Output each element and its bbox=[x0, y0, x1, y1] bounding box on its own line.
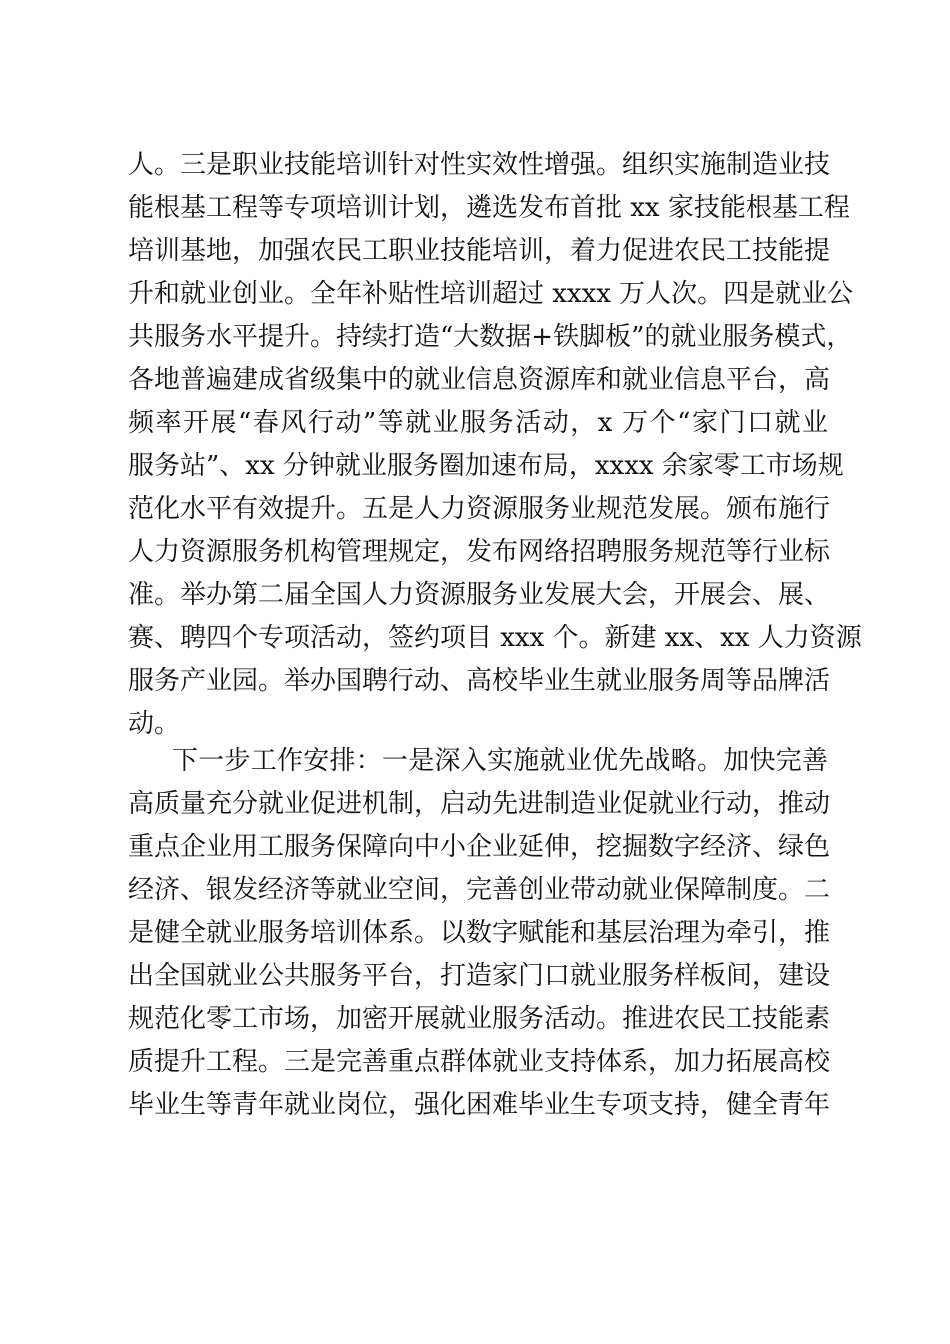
paragraph-employment-services bbox=[128, 144, 862, 746]
text-line: 服务产业园。举办国聘行动、高校毕业生就业服务周等品牌活 bbox=[128, 666, 831, 696]
text-line: 频率开展“春风行动”等就业服务活动，x 万个“家门口就业 bbox=[128, 408, 828, 438]
text-line: 经济、银发经济等就业空间，完善创业带动就业保障制度。二 bbox=[128, 875, 831, 905]
text-line: 规范化零工市场，加密开展就业服务活动。推进农民工技能素 bbox=[128, 1004, 831, 1034]
text-line: 毕业生等青年就业岗位，强化困难毕业生专项支持，健全青年 bbox=[128, 1090, 831, 1120]
text-line: 人。三是职业技能培训针对性实效性增强。组织实施制造业技 bbox=[128, 150, 831, 180]
text-line: 重点企业用工服务保障向中小企业延伸，挖掘数字经济、绿色 bbox=[128, 832, 831, 862]
text-line: 动。 bbox=[128, 709, 181, 739]
text-line: 范化水平有效提升。五是人力资源服务业规范发展。颁布施行 bbox=[128, 494, 831, 524]
text-line: 质提升工程。三是完善重点群体就业支持体系，加力拓展高校 bbox=[128, 1047, 831, 1077]
text-line: 人力资源服务机构管理规定，发布网络招聘服务规范等行业标 bbox=[128, 537, 831, 567]
text-line: 培训基地，加强农民工职业技能培训，着力促进农民工技能提 bbox=[128, 236, 831, 266]
paragraph-next-steps bbox=[128, 740, 831, 1127]
text-line: 能根基工程等专项培训计划，遴选发布首批 xx 家技能根基工程 bbox=[128, 193, 850, 223]
text-line: 是健全就业服务培训体系。以数字赋能和基层治理为牵引，推 bbox=[128, 918, 831, 948]
text-line: 升和就业创业。全年补贴性培训超过 xxxx 万人次。四是就业公 bbox=[128, 279, 854, 309]
text-line: 下一步工作安排：一是深入实施就业优先战略。加快完善 bbox=[172, 746, 828, 776]
text-line: 赛、聘四个专项活动，签约项目 xxx 个。新建 xx、xx 人力资源 bbox=[128, 623, 862, 653]
text-line: 准。举办第二届全国人力资源服务业发展大会，开展会、展、 bbox=[128, 580, 831, 610]
text-line: 各地普遍建成省级集中的就业信息资源库和就业信息平台，高 bbox=[128, 365, 831, 395]
text-line: 共服务水平提升。持续打造“大数据+铁脚板”的就业服务模式， bbox=[128, 322, 853, 352]
text-line: 高质量充分就业促进机制，启动先进制造业促就业行动，推动 bbox=[128, 789, 831, 819]
text-line: 出全国就业公共服务平台，打造家门口就业服务样板间，建设 bbox=[128, 961, 831, 991]
text-line: 服务站”、xx 分钟就业服务圈加速布局，xxxx 余家零工市场规 bbox=[128, 451, 844, 481]
